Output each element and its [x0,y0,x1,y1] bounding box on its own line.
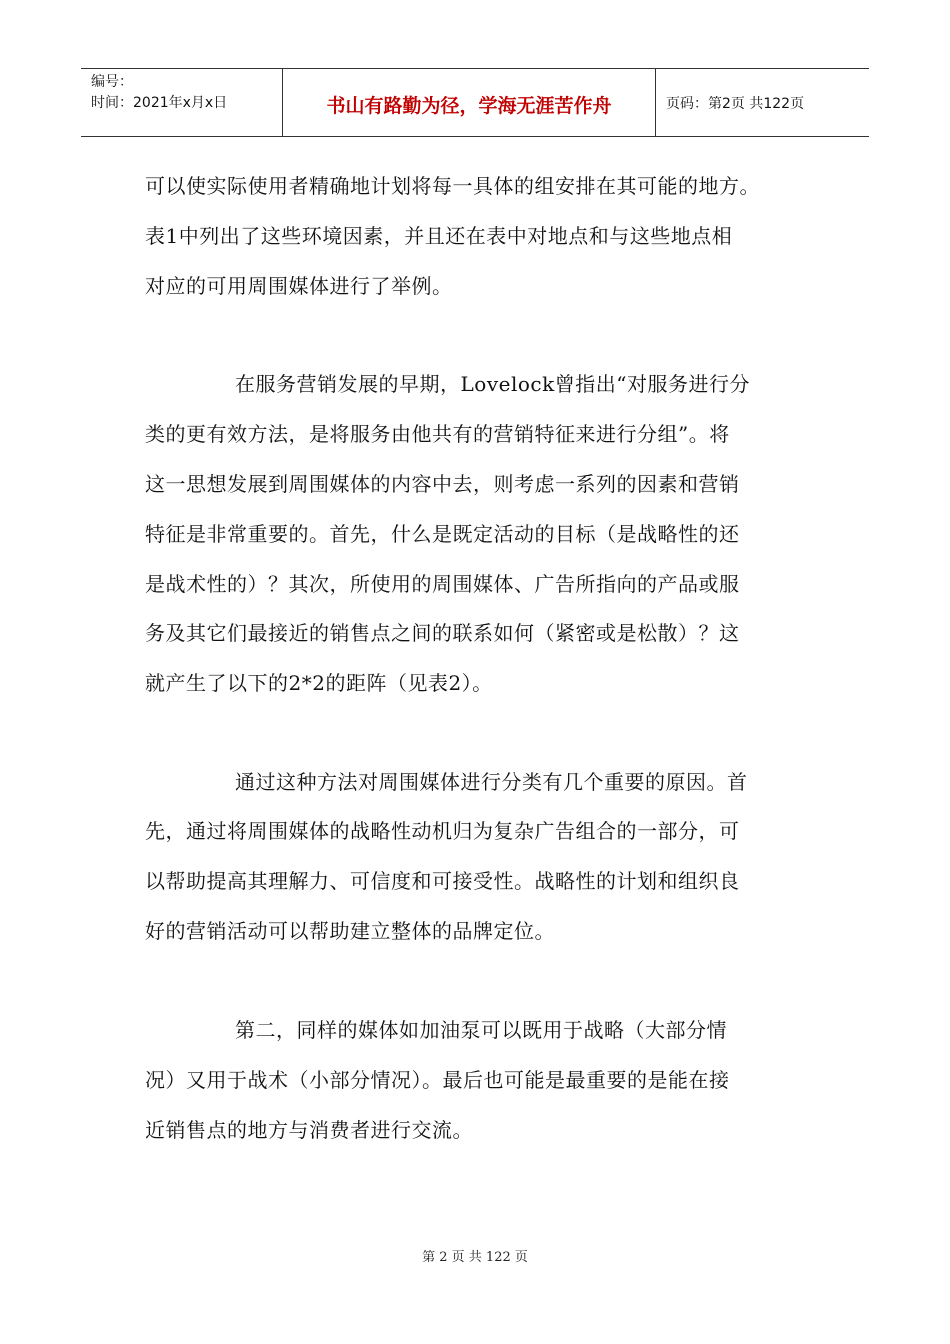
text-line: 是战术性的）？其次，所使用的周围媒体、广告所指向的产品或服 [145,572,740,596]
page-info: 页码：第2页 共122页 [666,95,805,112]
text-line: 可以使实际使用者精确地计划将每一具体的组安排在其可能的地方。 [145,174,760,198]
text-line: 这一思想发展到周围媒体的内容中去，则考虑一系列的因素和营销 [145,472,740,496]
header-motto-cell [283,69,656,136]
page-footer [0,1246,950,1265]
text-line: 表1中列出了这些环境因素，并且还在表中对地点和与这些地点相 [145,224,733,248]
text-line: 对应的可用周围媒体进行了举例。 [145,274,453,298]
text-line: 务及其它们最接近的销售点之间的联系如何（紧密或是松散）？这 [145,621,740,645]
text-line: 就产生了以下的2*2的距阵（见表2）。 [145,671,493,695]
text-line: 在服务营销发展的早期，Lovelock曾指出“对服务进行分 [235,372,750,396]
header-meta-cell [81,69,283,136]
text-line: 好的营销活动可以帮助建立整体的品牌定位。 [145,919,555,943]
text-line: 类的更有效方法，是将服务由他共有的营销特征来进行分组”。将 [145,422,730,446]
text-line: 特征是非常重要的。首先，什么是既定活动的目标（是战略性的还 [145,522,740,546]
footer-page-number: 第 2 页 共 122 页 [422,1250,528,1265]
header-page-cell [656,69,869,136]
text-line: 第二，同样的媒体如加油泵可以既用于战略（大部分情 [235,1018,727,1042]
text-line: 近销售点的地方与消费者进行交流。 [145,1118,473,1142]
text-line: 况）又用于战术（小部分情况）。最后也可能是最重要的是能在接 [145,1068,730,1092]
number-label: 编号： [91,74,133,90]
text-line: 以帮助提高其理解力、可信度和可接受性。战略性的计划和组织良 [145,869,740,893]
text-line: 先，通过将周围媒体的战略性动机归为复杂广告组合的一部分，可 [145,819,740,843]
page-header [81,68,869,137]
motto-text: 书山有路勤为径，学海无涯苦作舟 [326,95,612,117]
time-label: 时间：2021年x月x日 [91,95,228,111]
text-line: 通过这种方法对周围媒体进行分类有几个重要的原因。首 [235,770,748,794]
